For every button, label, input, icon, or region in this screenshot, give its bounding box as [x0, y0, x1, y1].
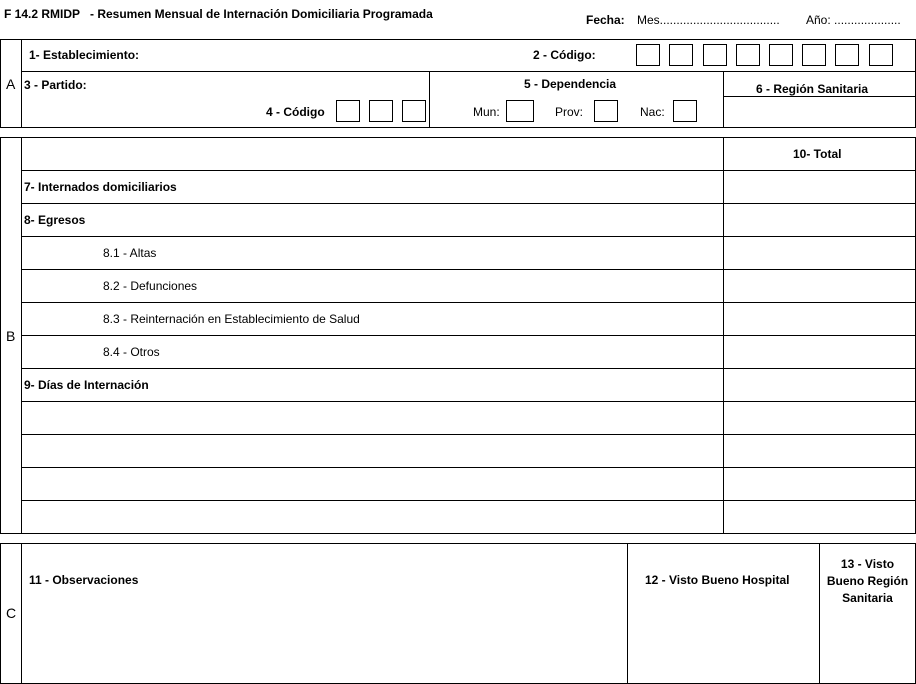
codigo4-box-3[interactable]: [402, 100, 426, 122]
codigo2-box-1[interactable]: [636, 44, 660, 66]
total-cell[interactable]: [724, 237, 915, 269]
total-header: 10- Total: [793, 147, 842, 161]
total-cell[interactable]: [724, 435, 915, 467]
codigo2-box-3[interactable]: [703, 44, 727, 66]
total-cell[interactable]: [724, 501, 915, 533]
total-cell[interactable]: [724, 171, 915, 203]
codigo2-box-7[interactable]: [835, 44, 859, 66]
region-label: 6 - Región Sanitaria: [756, 82, 869, 96]
codigo4-label: 4 - Código: [266, 105, 325, 119]
codigo2-box-6[interactable]: [802, 44, 826, 66]
nac-box[interactable]: [673, 100, 697, 122]
observaciones-field[interactable]: [22, 590, 626, 682]
mun-box[interactable]: [506, 100, 534, 122]
codigo2-label: 2 - Código:: [533, 48, 596, 62]
section-b-letter: B: [6, 328, 16, 344]
section-a-letter: A: [6, 76, 16, 92]
partido-label: 3 - Partido:: [24, 78, 87, 92]
form-title: - Resumen Mensual de Internación Domiciliaria Programada: [90, 7, 433, 21]
form-id: F 14.2 RMIDP: [4, 7, 81, 21]
section-c-letter: C: [6, 605, 17, 621]
fecha-label: Fecha:: [586, 13, 625, 27]
table-row-label: 8.4 - Otros: [103, 345, 160, 359]
codigo2-box-8[interactable]: [869, 44, 893, 66]
establecimiento-label: 1- Establecimiento:: [29, 48, 140, 62]
codigo2-box-2[interactable]: [669, 44, 693, 66]
codigo4-box-2[interactable]: [369, 100, 393, 122]
table-row-label: 8.2 - Defunciones: [103, 279, 198, 293]
total-cell[interactable]: [724, 204, 915, 236]
visto-region-label: [820, 556, 915, 607]
anio-field[interactable]: Año: ....................: [806, 13, 901, 27]
table-row-label: 7- Internados domiciliarios: [24, 180, 177, 194]
prov-box[interactable]: [594, 100, 618, 122]
codigo2-box-5[interactable]: [769, 44, 793, 66]
table-row-label: 8.3 - Reinternación en Establecimiento de Salud: [103, 312, 360, 326]
nac-label: Nac:: [640, 105, 665, 119]
mun-label: Mun:: [473, 105, 500, 119]
total-cell[interactable]: [724, 468, 915, 500]
total-cell[interactable]: [724, 270, 915, 302]
total-cell[interactable]: [724, 303, 915, 335]
table-row-label: 9- Días de Internación: [24, 378, 149, 392]
visto-hospital-label: 12 - Visto Bueno Hospital: [645, 573, 790, 587]
visto-region-line-2: Bueno Región: [826, 574, 909, 588]
total-cell[interactable]: [724, 336, 915, 368]
codigo4-box-1[interactable]: [336, 100, 360, 122]
table-row-label: 8.1 - Altas: [103, 246, 157, 260]
prov-label: Prov:: [555, 105, 584, 119]
total-cell[interactable]: [724, 369, 915, 401]
observaciones-label: 11 - Observaciones: [29, 573, 139, 587]
total-cell[interactable]: [724, 402, 915, 434]
dependencia-label: 5 - Dependencia: [524, 77, 617, 91]
table-row-label: 8- Egresos: [24, 213, 86, 227]
codigo2-box-4[interactable]: [736, 44, 760, 66]
mes-field[interactable]: Mes....................................: [637, 13, 780, 27]
visto-region-line-1: 13 - Visto: [840, 557, 895, 571]
visto-region-line-3: Sanitaria: [842, 591, 893, 605]
